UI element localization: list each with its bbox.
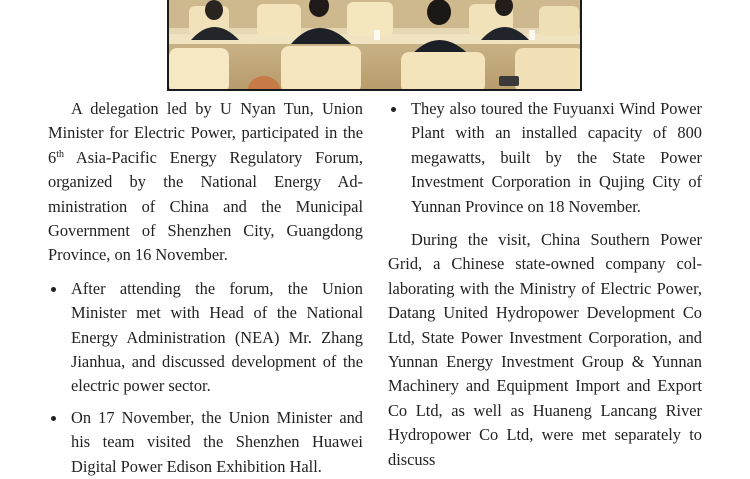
list-item [48, 406, 363, 479]
right-bullet-list [388, 97, 702, 219]
intro-paragraph [48, 97, 363, 268]
left-bullet-list [48, 277, 363, 479]
list-item [48, 277, 363, 399]
meeting-photo [167, 0, 582, 91]
bullet-icon [391, 107, 396, 112]
bullet-icon [51, 416, 56, 421]
list-item-text: After attending the forum, the Union Minister met with Head of the National Energy Administration (NEA) Mr. Zhang Jianhua, and discussed development of the electric power sector. [71, 278, 363, 396]
intro-text-end: Asia-Pacific Energy Regulatory Forum, organized by the National Energy Administration of China and the Municipal Government of Shenzhen City, Guangdong Province, on 16 November. [48, 147, 363, 265]
left-column [48, 97, 363, 479]
visit-paragraph: During the visit, China Southern Power Grid, a Chinese state-owned company collaborating with the Ministry of Electric Power, Datang United Hydropower Development Co Ltd, State Power Investment Corporation, and Yunnan Energy Investment Group & Yunnan Machinery and Equipment Import and Export Co Ltd, as well as Huaneng Lancang River Hydropower Co Ltd, were met separately to discuss [388, 230, 702, 469]
intro-text-start: A delegation led by U Nyan Tun, Union Minister for Electric Power, participated in the 6 [48, 99, 363, 167]
ordinal-superscript: th [56, 148, 64, 160]
list-item [388, 97, 702, 219]
bullet-icon [51, 287, 56, 292]
list-item-text: They also toured the Fuyuanxi Wind Power Plant with an installed capacity of 800 megawatts, built by the State Power Investment Corporation in Qujing City of Yunnan Province on 18 November. [411, 99, 702, 216]
right-column [388, 97, 702, 472]
list-item-text: On 17 November, the Union Minister and his team visited the Shenzhen Huawei Digital Power Edison Exhibition Hall. [71, 407, 363, 476]
meeting-photo-icon [169, 0, 582, 91]
